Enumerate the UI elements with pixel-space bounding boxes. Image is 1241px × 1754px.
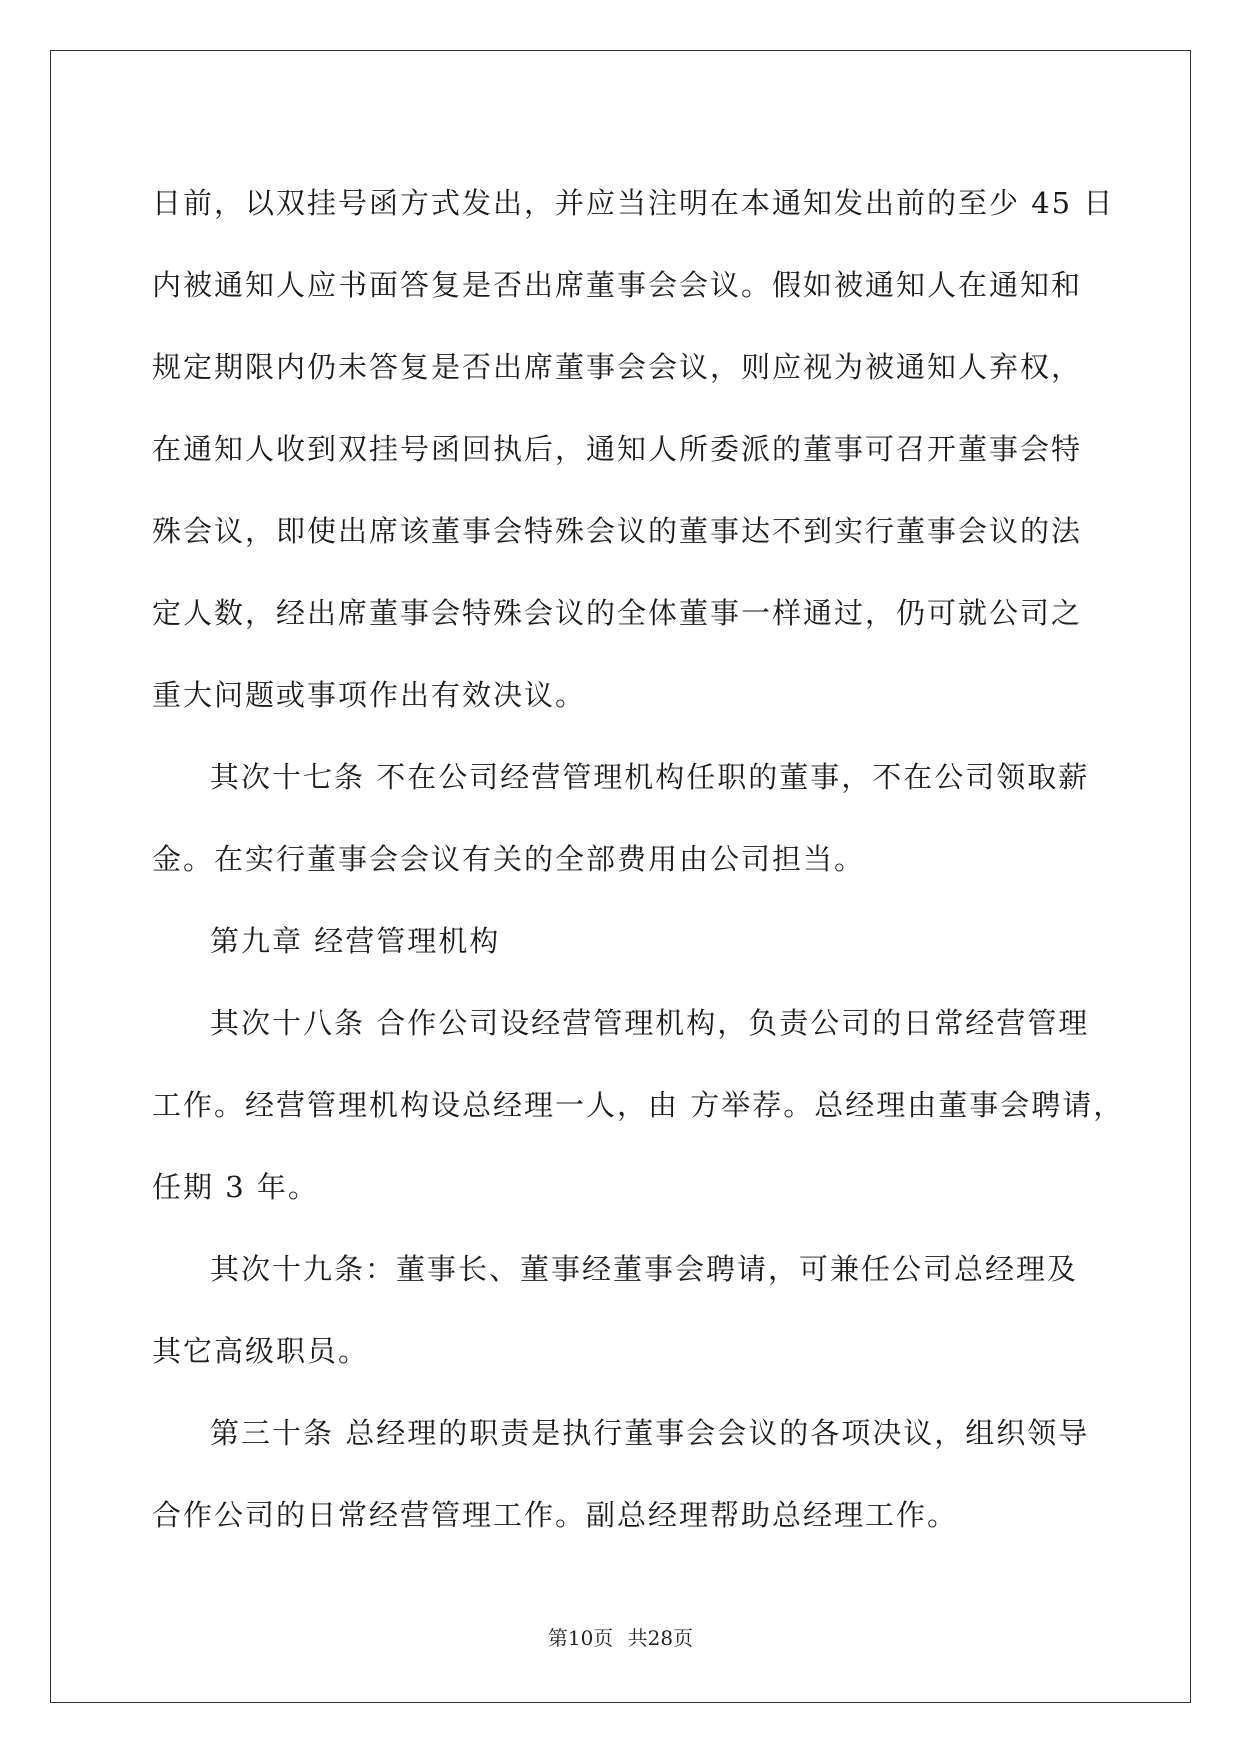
text-line: 内被通知人应书面答复是否出席董事会会议。假如被通知人在通知和 [152,268,1083,302]
chapter-title: 第九章 经营管理机构 [210,924,501,958]
text-line: 规定期限内仍未答复是否出席董事会会议，则应视为被通知人弃权， [152,350,1083,384]
page-total: 共28页 [627,1626,694,1650]
chapter-9-heading [152,900,1092,982]
text-line: 任期 3 年。 [152,1170,319,1204]
text-line: 第三十条 总经理的职责是执行董事会会议的各项决议，组织领导 [210,1416,1090,1450]
text-line: 其次十八条 合作公司设经营管理机构，负责公司的日常经营管理 [210,1006,1090,1040]
page-footer [0,1622,1241,1651]
document-body [152,162,1125,1556]
text-line: 合作公司的日常经营管理工作。副总经理帮助总经理工作。 [152,1498,959,1532]
text-line: 日前，以双挂号函方式发出，并应当注明在本通知发出前的至少 45 日 [152,186,1115,220]
article-17-paragraph [152,736,1092,900]
text-line: 工作。经营管理机构设总经理一人，由 方举荐。总经理由董事会聘请， [152,1088,1125,1122]
article-18-paragraph [152,982,1125,1228]
text-line: 殊会议，即使出席该董事会特殊会议的董事达不到实行董事会议的法 [152,514,1083,548]
article-19-paragraph [152,1228,1092,1392]
text-line: 重大问题或事项作出有效决议。 [152,678,587,712]
text-line: 其它高级职员。 [152,1334,370,1368]
article-30-paragraph [152,1392,1092,1556]
page-number: 第10页 [547,1626,614,1650]
text-line: 金。在实行董事会会议有关的全部费用由公司担当。 [152,842,866,876]
text-line: 定人数，经出席董事会特殊会议的全体董事一样通过，仍可就公司之 [152,596,1083,630]
text-line: 在通知人收到双挂号函回执后，通知人所委派的董事可召开董事会特 [152,432,1083,466]
paragraph [152,162,1115,736]
text-line: 其次十七条 不在公司经营管理机构任职的董事，不在公司领取薪 [210,760,1090,794]
text-line: 其次十九条：董事长、董事经董事会聘请，可兼任公司总经理及 [210,1252,1079,1286]
